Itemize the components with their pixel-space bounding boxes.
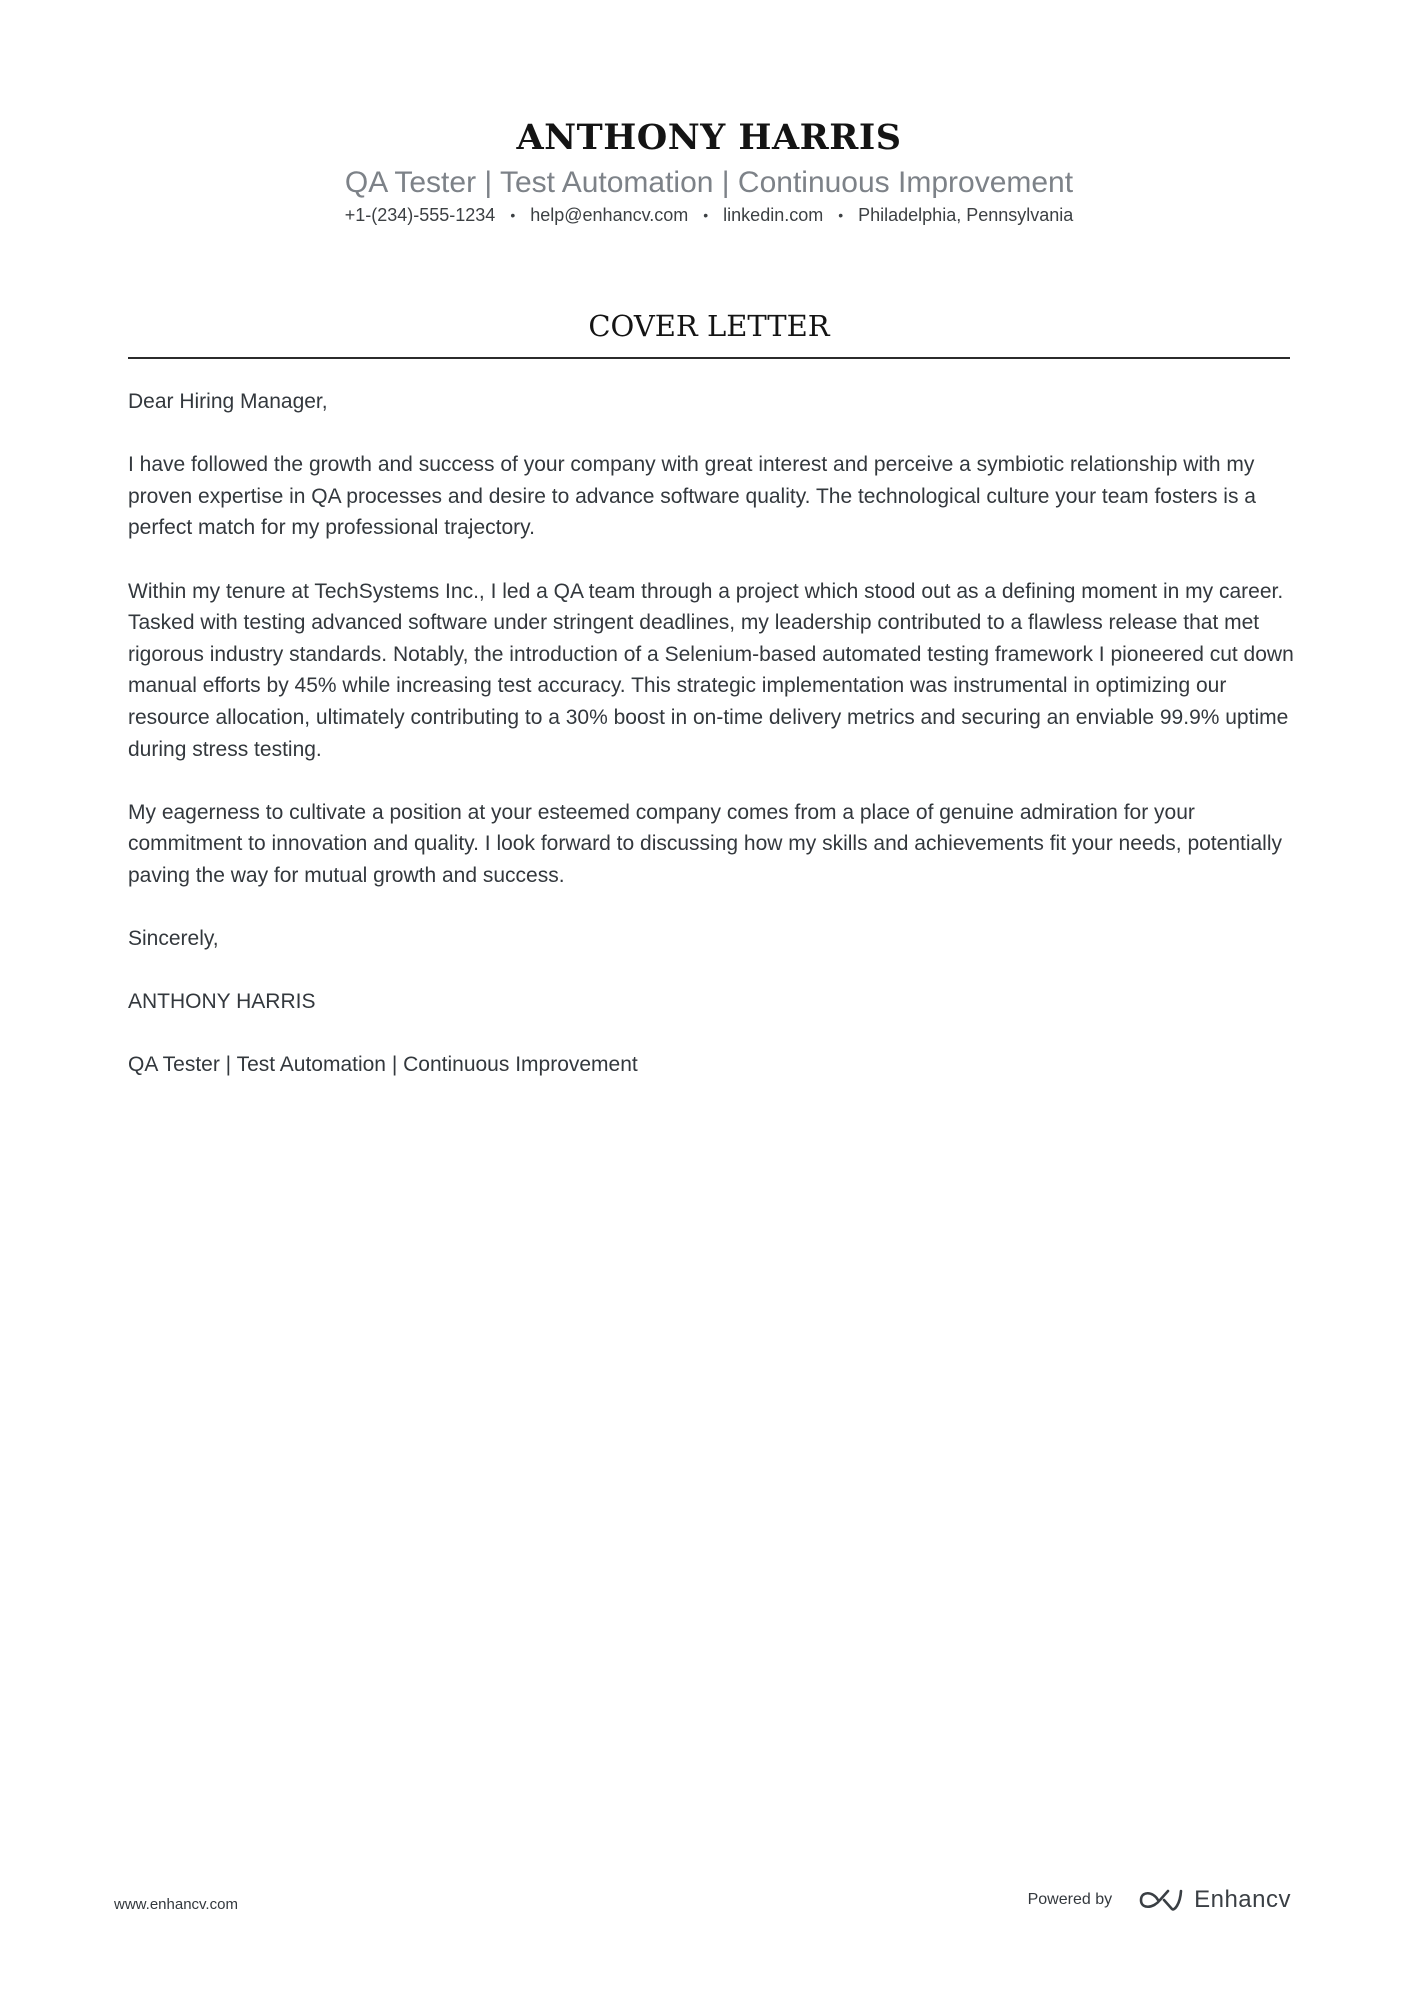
email-link[interactable]: help@enhancv.com [530,205,689,225]
bullet-separator: • [703,207,709,223]
greeting: Dear Hiring Manager, [128,390,328,413]
contact-info [128,202,1290,228]
brand-name: Enhancv [1194,1886,1291,1913]
signature-name: ANTHONY HARRIS [128,990,316,1014]
enhancv-logo-icon [1138,1887,1184,1913]
powered-by-label: Powered by [1027,1891,1113,1908]
section-divider [128,357,1290,359]
closing: Sincerely, [128,927,219,951]
enhancv-logo[interactable] [1138,1886,1291,1914]
letter-paragraph-3: My eagerness to cultivate a position at your esteemed company comes from a place of genuine admiration for your commitment to innovation and quality. I look forward to discussing how my skills and achievements fit your needs, potentially paving the way for mutual growth and success. [128,800,1283,887]
footer-website-link[interactable]: www.enhancv.com [114,1896,238,1913]
location: Philadelphia, Pennsylvania [858,205,1074,225]
applicant-name: ANTHONY HARRIS [516,117,902,158]
bullet-separator: • [510,207,516,223]
resume-header [128,112,1290,228]
letter-paragraph-2: Within my tenure at TechSystems Inc., I led a QA team through a project which stood out as a defining moment in my career. Tasked with testing advanced software under stringent deadlines, my leadership contributed to a flawless release that met rigorous industry standards. Notably, the introduction of a Selenium-based automated testing framework I pioneered cut down manual efforts by 45% while increasing test accuracy. This strategic implementation was instrumental in optimizing our resource allocation, ultimately contributing to a 30% boost in on-time delivery metrics and securing an enviable 99.9% uptime during stress testing. [128,579,1294,761]
letter-paragraph-1: I have followed the growth and success of your company with great interest and perceive a symbiotic relationship with my proven expertise in QA processes and desire to advance software quality. The technological culture your team fosters is a perfect match for my professional trajectory. [128,453,1256,540]
applicant-headline: QA Tester | Test Automation | Continuous Improvement [344,166,1074,199]
signature-title: QA Tester | Test Automation | Continuous Improvement [128,1053,638,1077]
footer-branding [1028,1886,1291,1914]
letter-body [128,386,1298,1113]
section-title: COVER LETTER [588,309,830,343]
linkedin-link[interactable]: linkedin.com [723,205,824,225]
phone-number: +1-(234)-555-1234 [344,205,496,225]
bullet-separator: • [838,207,844,223]
